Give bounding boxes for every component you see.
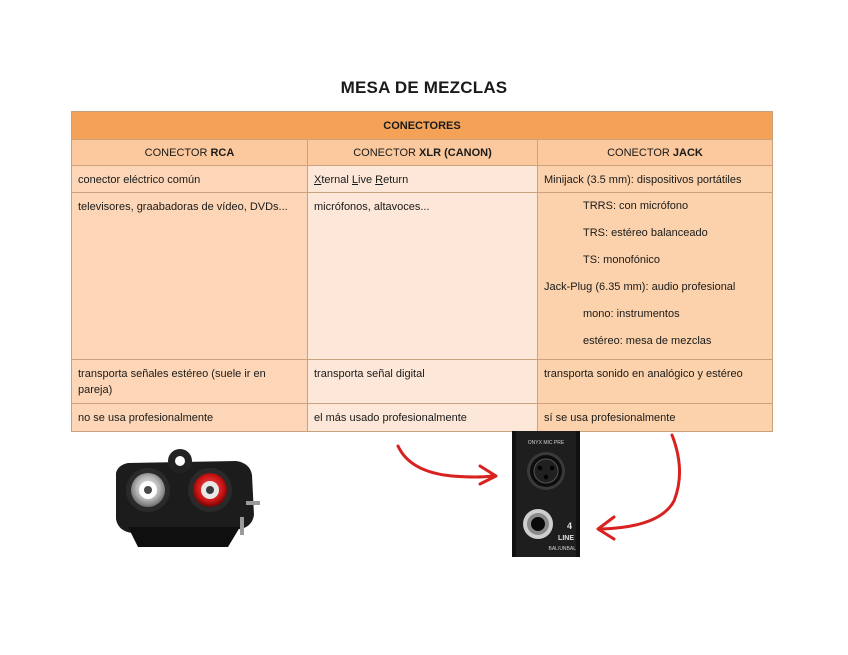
cell-rca-devices: televisores, graabadoras de vídeo, DVDs...: [72, 193, 308, 360]
column-head-xlr: CONECTOR XLR (CANON): [308, 140, 538, 166]
column-head-jack: CONECTOR JACK: [538, 140, 773, 166]
cell-xlr-devices: micrófonos, altavoces...: [308, 193, 538, 360]
panel-brand-label: ONYX MIC PRE: [527, 440, 565, 446]
arrow-to-xlr-icon: [392, 442, 504, 486]
list-item: Jack-Plug (6.35 mm): audio profesional: [544, 281, 736, 293]
connectors-table-wrapper: [71, 111, 772, 432]
cell-jack-minijack: Minijack (3.5 mm): dispositivos portátiles: [538, 166, 773, 193]
list-item: estéreo: mesa de mezclas: [583, 335, 712, 347]
mixer-panel-image: [512, 431, 580, 557]
table-header: CONECTORES: [72, 112, 773, 140]
list-item: TRS: estéreo balanceado: [583, 227, 708, 239]
cell-xlr-usage: el más usado profesionalmente: [308, 404, 538, 432]
list-item: TRRS: con micrófono: [583, 200, 689, 212]
panel-channel-number: 4: [566, 521, 572, 531]
cell-jack-usage: sí se usa profesionalmente: [538, 404, 773, 432]
cell-jack-types: [538, 193, 773, 360]
cell-xlr-acronym: Xternal Live Return: [308, 166, 538, 193]
cell-rca-usage: no se usa profesionalmente: [72, 404, 308, 432]
cell-rca-description: conector eléctrico común: [72, 166, 308, 193]
cell-jack-signal: transporta sonido en analógico y estéreo: [538, 360, 773, 404]
panel-line-label: LINE: [558, 535, 574, 542]
panel-balance-label: BAL/UNBAL: [548, 546, 576, 552]
connectors-table: [71, 111, 773, 432]
list-item: TS: monofónico: [583, 254, 661, 266]
column-head-rca: CONECTOR RCA: [72, 140, 308, 166]
list-item: mono: instrumentos: [583, 308, 680, 320]
cell-xlr-signal: transporta señal digital: [308, 360, 538, 404]
cell-rca-signal: transporta señales estéreo (suele ir en pareja): [72, 360, 308, 404]
page-title: MESA DE MEZCLAS: [340, 78, 508, 97]
arrow-to-jack-icon: [588, 431, 688, 541]
rca-connector-image: [108, 443, 263, 553]
